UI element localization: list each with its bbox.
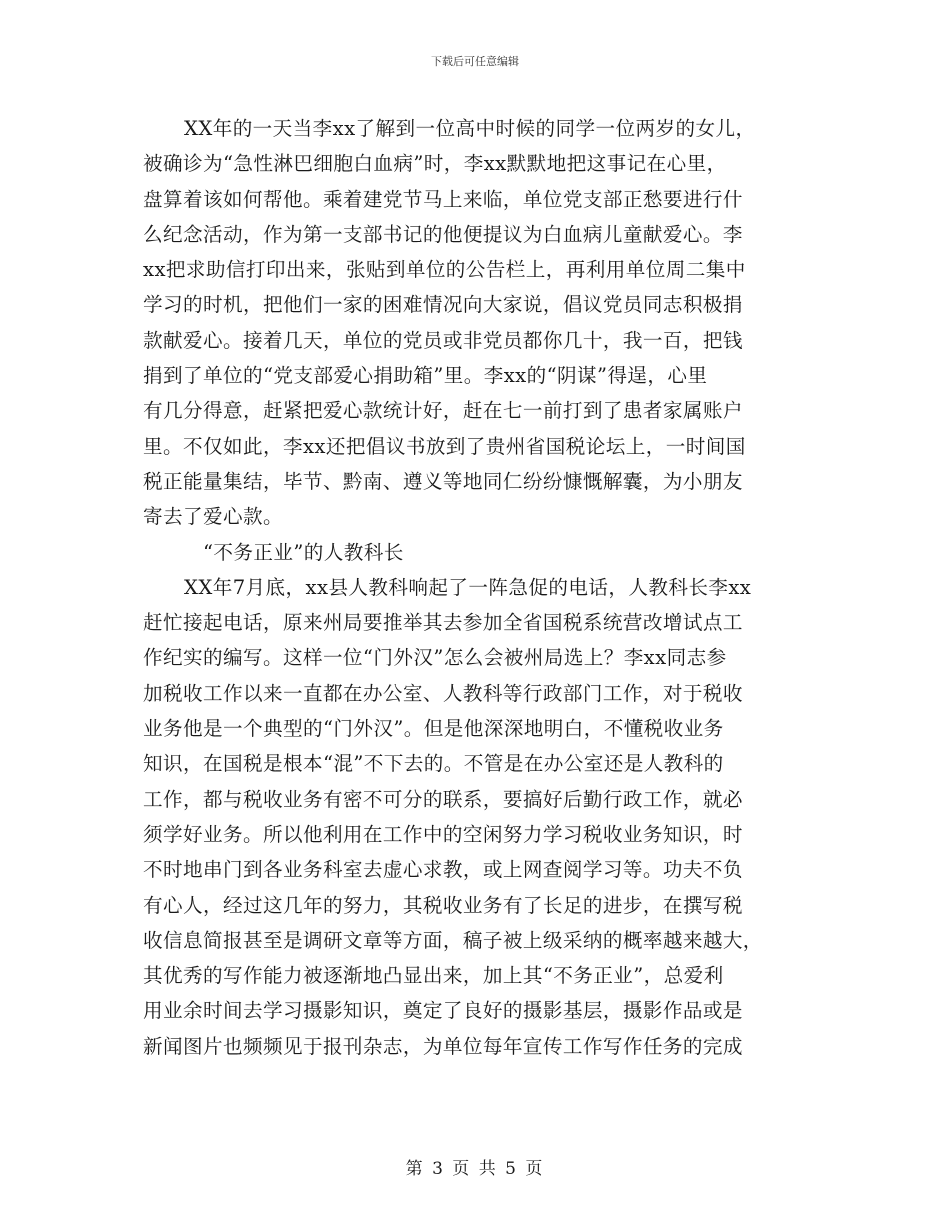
text-line: 寄去了爱心款。 (143, 505, 283, 529)
text-line: 款献爱心。接着几天，单位的党员或非党员都你几十，我一百，把钱 (143, 328, 743, 352)
text-line: 工作，都与税收业务有密不可分的联系，要搞好后勤行政工作，就必 (143, 787, 743, 811)
section-heading-text: “不务正业”的人教科长 (203, 540, 404, 564)
text-line: 新闻图片也频频见于报刊杂志，为单位每年宣传工作写作任务的完成 (143, 1034, 743, 1058)
page-header-note: 下载后可任意编辑 (431, 55, 519, 68)
text-line: 用业余时间去学习摄影知识，奠定了良好的摄影基层，摄影作品或是 (143, 999, 743, 1023)
text-line: 须学好业务。所以他利用在工作中的空闲努力学习税收业务知识，时 (143, 822, 743, 846)
text-line: 学习的时机，把他们一家的困难情况向大家说，倡议党员同志积极捐 (143, 293, 743, 317)
text-line: 有几分得意，赶紧把爱心款统计好，赶在七一前打到了患者家属账户 (143, 399, 743, 423)
text-line: 被确诊为“急性淋巴细胞白血病”时，李xx默默地把这事记在心里， (143, 152, 727, 176)
text-line: 作纪实的编写。这样一位“门外汉”怎么会被州局选上？李xx同志参 (143, 646, 727, 670)
text-line: XX年7月底，xx县人教科响起了一阵急促的电话，人教科长李xx (184, 575, 752, 599)
page-number-footer: 第 3 页 共 5 页 (405, 1159, 545, 1179)
text-line: XX年的一天当李xx了解到一位高中时候的同学一位两岁的女儿， (184, 117, 756, 140)
text-line: 知识，在国税是根本“混”不下去的。不管是在办公室还是人教科的 (143, 752, 724, 776)
document-body (143, 111, 807, 1064)
text-line: 不时地串门到各业务科室去虚心求教，或上网查阅学习等。功夫不负 (143, 858, 743, 882)
text-line: 税正能量集结，毕节、黔南、遵义等地同仁纷纷慷慨解囊，为小朋友 (143, 469, 743, 493)
text-line: 有心人，经过这几年的努力，其税收业务有了长足的进步，在撰写税 (143, 893, 743, 917)
text-line: 业务他是一个典型的“门外汉”。但是他深深地明白，不懂税收业务 (143, 717, 724, 741)
text-line: 里。不仅如此，李xx还把倡议书放到了贵州省国税论坛上，一时间国 (143, 434, 746, 458)
text-line: 盘算着该如何帮他。乘着建党节马上来临，单位党支部正愁要进行什 (143, 187, 743, 211)
paragraph-donation-story (143, 111, 807, 535)
paragraph-hr-chief (143, 570, 807, 1064)
section-heading (143, 535, 807, 570)
text-line: 么纪念活动，作为第一支部书记的他便提议为白血病儿童献爱心。李 (143, 222, 743, 246)
text-line: 其优秀的写作能力被逐渐地凸显出来，加上其“不务正业”，总爱利 (143, 964, 724, 988)
text-line: xx把求助信打印出来，张贴到单位的公告栏上，再利用单位周二集中 (143, 258, 746, 282)
text-line: 赶忙接起电话，原来州局要推举其去参加全省国税系统营改增试点工 (143, 611, 743, 635)
text-line: 加税收工作以来一直都在办公室、人教科等行政部门工作，对于税收 (143, 681, 743, 705)
text-line: 捐到了单位的“党支部爱心捐助箱”里。李xx的“阴谋”得逞，心里 (143, 364, 708, 388)
text-line: 收信息简报甚至是调研文章等方面，稿子被上级采纳的概率越来越大， (143, 928, 763, 952)
